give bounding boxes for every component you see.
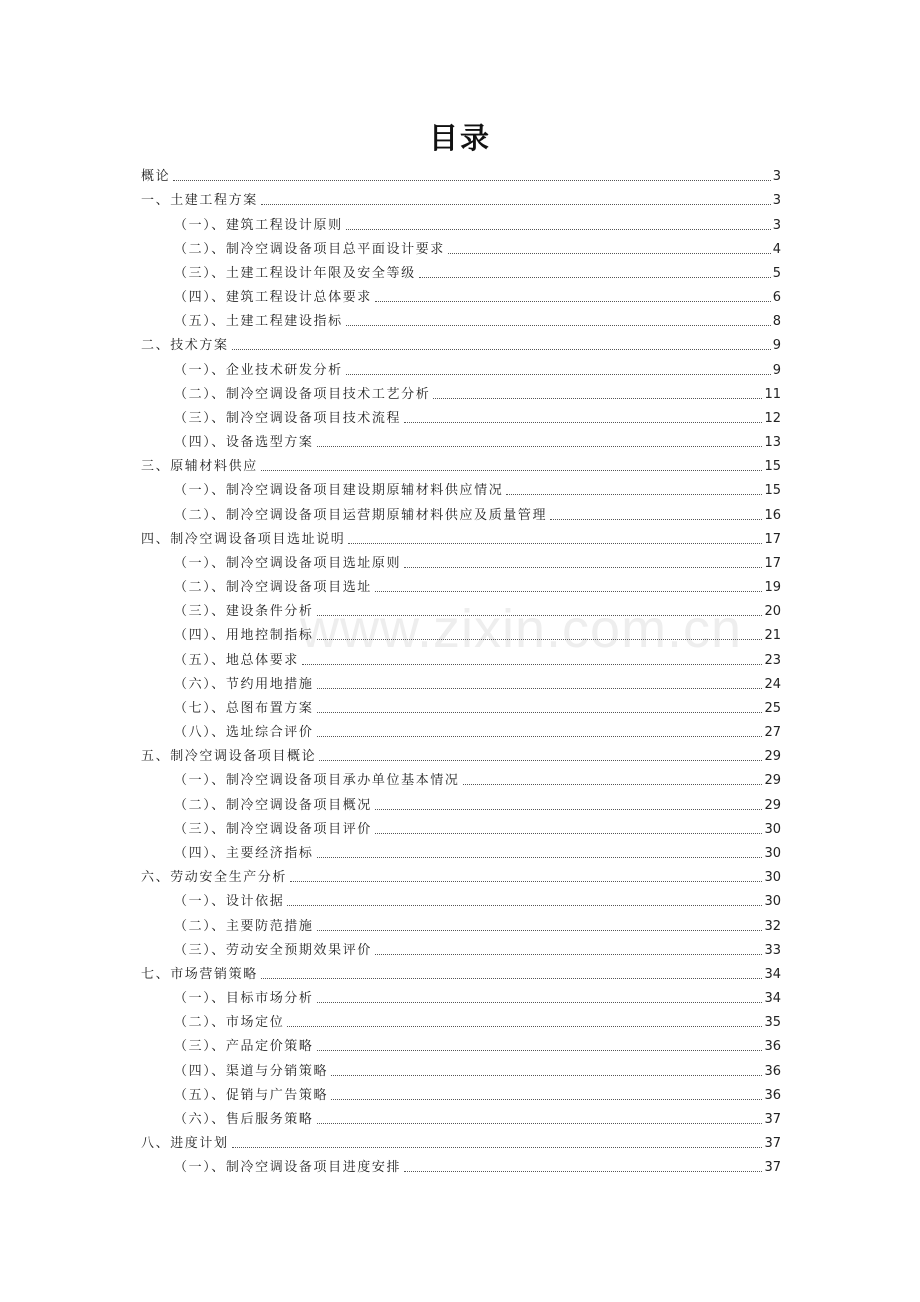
toc-entry-page-number: 37 — [764, 1160, 781, 1176]
toc-entry[interactable] — [141, 983, 781, 1007]
toc-title: 目录 — [428, 121, 491, 155]
toc-entry-page-number: 15 — [764, 483, 781, 499]
toc-entry-label: （一）、制冷空调设备项目建设期原辅材料供应情况 — [174, 483, 504, 499]
toc-entry-label: （一）、制冷空调设备项目承办单位基本情况 — [174, 773, 460, 789]
toc-entry[interactable] — [141, 1031, 781, 1055]
toc-dot-leader — [290, 881, 762, 882]
toc-entry-label: （二）、主要防范措施 — [174, 918, 314, 934]
toc-entry-label: （二）、制冷空调设备项目技术工艺分析 — [174, 386, 431, 402]
toc-dot-leader — [433, 398, 762, 399]
toc-entry[interactable] — [141, 379, 781, 403]
toc-entry[interactable] — [141, 1007, 781, 1031]
toc-entry[interactable] — [141, 910, 781, 934]
toc-entry-page-number: 34 — [764, 966, 781, 982]
toc-dot-leader — [375, 954, 763, 955]
toc-dot-leader — [419, 277, 771, 278]
toc-entry-label: （三）、制冷空调设备项目技术流程 — [174, 410, 402, 426]
toc-entry-page-number: 4 — [772, 241, 781, 257]
toc-entry-page-number: 3 — [772, 169, 781, 185]
toc-entry[interactable] — [141, 499, 781, 523]
toc-entry-page-number: 37 — [764, 1136, 781, 1152]
toc-entry-label: 二、技术方案 — [141, 338, 229, 354]
watermark: www.zixin.com.cn — [300, 599, 743, 659]
toc-entry[interactable] — [141, 717, 781, 741]
toc-entry-page-number: 35 — [764, 1015, 781, 1031]
toc-dot-leader — [232, 1147, 763, 1148]
toc-entry[interactable] — [141, 475, 781, 499]
toc-entry-page-number: 33 — [764, 942, 781, 958]
toc-dot-leader — [317, 712, 763, 713]
toc-entry-label: （五）、促销与广告策略 — [174, 1087, 329, 1103]
toc-dot-leader — [348, 543, 762, 544]
toc-entry-page-number: 17 — [764, 555, 781, 571]
toc-dot-leader — [173, 180, 771, 181]
toc-entry-page-number: 23 — [764, 652, 781, 668]
toc-dot-leader — [317, 639, 763, 640]
toc-entry-page-number: 30 — [764, 821, 781, 837]
toc-dot-leader — [317, 615, 763, 616]
toc-entry-page-number: 12 — [764, 410, 781, 426]
toc-dot-leader — [550, 519, 762, 520]
toc-dot-leader — [317, 736, 763, 737]
toc-entry[interactable] — [141, 935, 781, 959]
toc-entry-label: 七、市场营销策略 — [141, 966, 258, 982]
toc-dot-leader — [232, 349, 771, 350]
toc-entry[interactable] — [141, 596, 781, 620]
toc-entry[interactable] — [141, 814, 781, 838]
toc-entry-page-number: 11 — [764, 386, 781, 402]
toc-entry-label: （五）、地总体要求 — [174, 652, 299, 668]
toc-entry-page-number: 16 — [764, 507, 781, 523]
toc-entry-page-number: 29 — [764, 773, 781, 789]
toc-entry[interactable] — [141, 765, 781, 789]
toc-entry[interactable] — [141, 258, 781, 282]
toc-entry-page-number: 5 — [772, 265, 781, 281]
toc-entry[interactable] — [141, 1055, 781, 1079]
toc-entry[interactable] — [141, 862, 781, 886]
toc-entry-label: （八）、选址综合评价 — [174, 725, 314, 741]
toc-entry-page-number: 3 — [772, 193, 781, 209]
toc-dot-leader — [317, 1002, 763, 1003]
toc-entry-page-number: 29 — [764, 797, 781, 813]
toc-dot-leader — [317, 1050, 763, 1051]
toc-dot-leader — [261, 470, 763, 471]
toc-entry-label: 四、制冷空调设备项目选址说明 — [141, 531, 346, 547]
toc-entry-page-number: 32 — [764, 918, 781, 934]
toc-dot-leader — [404, 422, 762, 423]
toc-entry[interactable] — [141, 282, 781, 306]
toc-dot-leader — [317, 446, 763, 447]
toc-dot-leader — [375, 301, 771, 302]
toc-entry[interactable] — [141, 959, 781, 983]
toc-entry-page-number: 15 — [764, 459, 781, 475]
toc-entry-label: （一）、目标市场分析 — [174, 991, 314, 1007]
toc-entry-label: （三）、土建工程设计年限及安全等级 — [174, 265, 416, 281]
toc-entry[interactable] — [141, 209, 781, 233]
toc-entry[interactable] — [141, 1128, 781, 1152]
toc-entry[interactable] — [141, 620, 781, 644]
toc-entry-label: （二）、制冷空调设备项目运营期原辅材料供应及质量管理 — [174, 507, 548, 523]
toc-dot-leader — [346, 229, 771, 230]
toc-dot-leader — [331, 1075, 762, 1076]
toc-entry-label: （三）、劳动安全预期效果评价 — [174, 942, 372, 958]
toc-entry-label: （一）、建筑工程设计原则 — [174, 217, 343, 233]
toc-entry[interactable] — [141, 185, 781, 209]
toc-entry-label: 一、土建工程方案 — [141, 193, 258, 209]
toc-dot-leader — [317, 930, 763, 931]
toc-entry[interactable] — [141, 234, 781, 258]
toc-entry-label: （一）、制冷空调设备项目进度安排 — [174, 1160, 402, 1176]
toc-dot-leader — [317, 688, 763, 689]
toc-entry-label: 八、进度计划 — [141, 1136, 229, 1152]
toc-dot-leader — [346, 374, 771, 375]
toc-entry-label: （一）、企业技术研发分析 — [174, 362, 343, 378]
toc-entry-page-number: 9 — [772, 338, 781, 354]
toc-entry-label: 三、原辅材料供应 — [141, 459, 258, 475]
toc-entry-page-number: 20 — [764, 604, 781, 620]
toc-entry[interactable] — [141, 403, 781, 427]
toc-entry-label: （四）、设备选型方案 — [174, 435, 314, 451]
toc-entry-label: （一）、制冷空调设备项目选址原则 — [174, 555, 402, 571]
toc-entry-label: 六、劳动安全生产分析 — [141, 870, 288, 886]
toc-entry-label: （二）、制冷空调设备项目选址 — [174, 580, 372, 596]
toc-entry-label: （二）、制冷空调设备项目总平面设计要求 — [174, 241, 445, 257]
toc-dot-leader — [404, 567, 762, 568]
toc-dot-leader — [319, 760, 762, 761]
toc-entry-page-number: 24 — [764, 676, 781, 692]
toc-dot-leader — [331, 1099, 762, 1100]
toc-entry[interactable] — [141, 1152, 781, 1176]
toc-entry-page-number: 21 — [764, 628, 781, 644]
toc-entry[interactable] — [141, 886, 781, 910]
toc-entry[interactable] — [141, 330, 781, 354]
toc-entry[interactable] — [141, 306, 781, 330]
toc-entry-label: （四）、建筑工程设计总体要求 — [174, 290, 372, 306]
toc-entry-label: （四）、主要经济指标 — [174, 845, 314, 861]
toc-entry[interactable] — [141, 644, 781, 668]
toc-entry-page-number: 30 — [764, 845, 781, 861]
toc-dot-leader — [261, 204, 771, 205]
toc-dot-leader — [375, 833, 763, 834]
toc-entry-page-number: 25 — [764, 700, 781, 716]
toc-entry-label: （四）、渠道与分销策略 — [174, 1063, 329, 1079]
toc-entry-page-number: 3 — [772, 217, 781, 233]
toc-entry-label: （七）、总图布置方案 — [174, 700, 314, 716]
toc-entry-page-number: 36 — [764, 1063, 781, 1079]
toc-entry-page-number: 30 — [764, 870, 781, 886]
toc-entry-label: （六）、售后服务策略 — [174, 1111, 314, 1127]
toc-entry-label: （一）、设计依据 — [174, 894, 285, 910]
toc-entry[interactable] — [141, 524, 781, 548]
toc-entry[interactable] — [141, 693, 781, 717]
toc-entry[interactable] — [141, 1104, 781, 1128]
toc-entry[interactable] — [141, 427, 781, 451]
table-of-contents — [141, 161, 781, 1176]
toc-entry-page-number: 19 — [764, 580, 781, 596]
toc-entry-page-number: 6 — [772, 290, 781, 306]
toc-dot-leader — [375, 591, 763, 592]
toc-dot-leader — [506, 494, 762, 495]
toc-dot-leader — [261, 978, 763, 979]
toc-entry[interactable] — [141, 161, 781, 185]
toc-entry-label: （二）、市场定位 — [174, 1015, 285, 1031]
toc-entry[interactable] — [141, 1080, 781, 1104]
toc-entry-page-number: 27 — [764, 725, 781, 741]
toc-entry-page-number: 8 — [772, 314, 781, 330]
toc-entry-page-number: 37 — [764, 1111, 781, 1127]
toc-entry-label: （四）、用地控制指标 — [174, 628, 314, 644]
toc-entry-page-number: 29 — [764, 749, 781, 765]
toc-entry[interactable] — [141, 838, 781, 862]
toc-dot-leader — [404, 1171, 762, 1172]
toc-dot-leader — [463, 784, 763, 785]
toc-dot-leader — [287, 1026, 762, 1027]
toc-entry[interactable] — [141, 572, 781, 596]
toc-entry[interactable] — [141, 741, 781, 765]
toc-dot-leader — [375, 809, 763, 810]
toc-entry-page-number: 13 — [764, 435, 781, 451]
toc-entry[interactable] — [141, 548, 781, 572]
toc-entry-page-number: 36 — [764, 1087, 781, 1103]
toc-entry-label: 五、制冷空调设备项目概论 — [141, 749, 317, 765]
toc-entry-label: （五）、土建工程建设指标 — [174, 314, 343, 330]
toc-entry-page-number: 9 — [772, 362, 781, 378]
toc-entry-page-number: 30 — [764, 894, 781, 910]
toc-entry-page-number: 34 — [764, 991, 781, 1007]
toc-entry[interactable] — [141, 669, 781, 693]
toc-entry-page-number: 36 — [764, 1039, 781, 1055]
toc-entry-label: （三）、制冷空调设备项目评价 — [174, 821, 372, 837]
toc-dot-leader — [346, 325, 771, 326]
toc-dot-leader — [317, 1123, 763, 1124]
toc-entry[interactable] — [141, 789, 781, 813]
toc-entry-label: （六）、节约用地措施 — [174, 676, 314, 692]
toc-entry[interactable] — [141, 451, 781, 475]
toc-entry[interactable] — [141, 354, 781, 378]
toc-dot-leader — [287, 905, 762, 906]
toc-entry-page-number: 17 — [764, 531, 781, 547]
toc-dot-leader — [448, 253, 771, 254]
toc-entry-label: （二）、制冷空调设备项目概况 — [174, 797, 372, 813]
toc-dot-leader — [317, 857, 763, 858]
toc-dot-leader — [302, 664, 763, 665]
toc-entry-label: （三）、建设条件分析 — [174, 604, 314, 620]
toc-entry-label: 概论 — [141, 169, 171, 185]
toc-entry-label: （三）、产品定价策略 — [174, 1039, 314, 1055]
